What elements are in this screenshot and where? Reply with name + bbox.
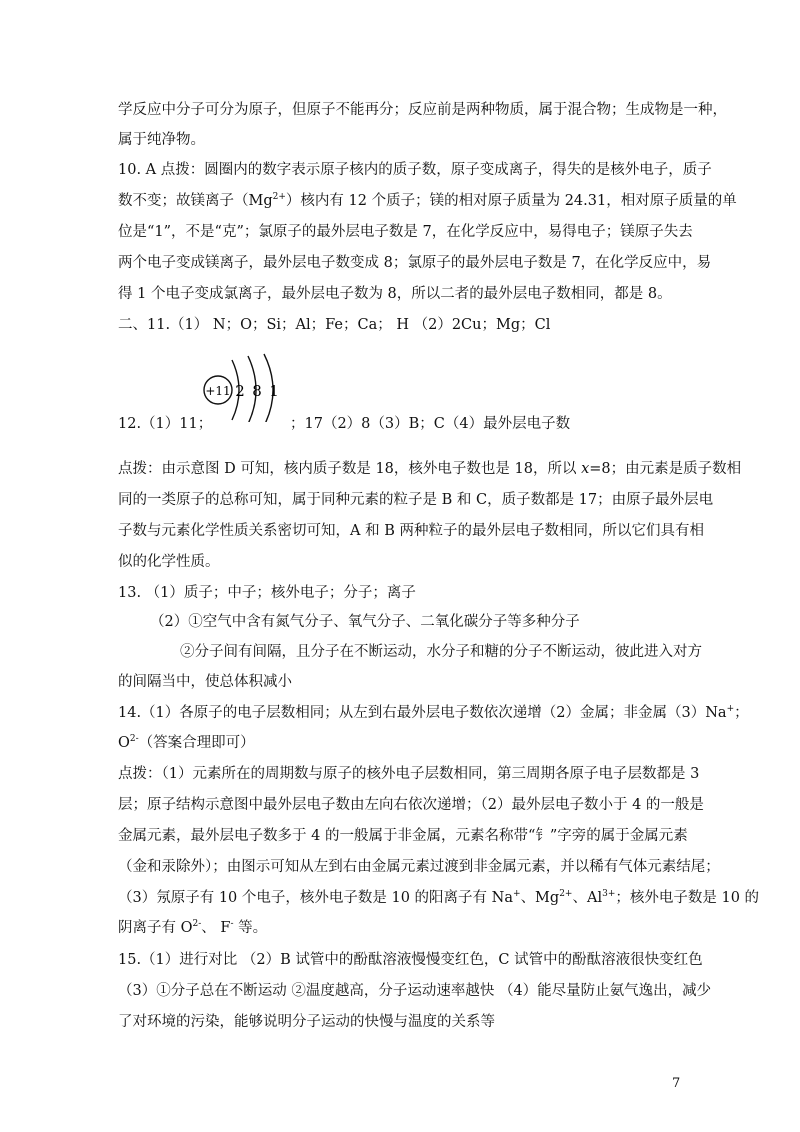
text-line: 10. A 点拨：圆圈内的数字表示原子核内的质子数，原子变成离子，得失的是核外电子，质子 [118, 162, 712, 178]
text-line: ②分子间有间隔，且分子在不断运动，水分子和糖的分子不断运动，彼此进入对方 [180, 644, 702, 660]
text-line: 两个电子变成镁离子，最外层电子数变成 8；氯原子的最外层电子数是 7，在化学反应中，易 [118, 255, 712, 271]
text-line: 子数与元素化学性质关系密切可知，A 和 B 两种粒子的最外层电子数相同，所以它们具有相 [118, 523, 704, 539]
text-line: 位是“1”，不是“克”；氯原子的最外层电子数是 7，在化学反应中，易得电子；镁原子失去 [118, 224, 693, 240]
shell-electron-count: 1 [269, 382, 279, 400]
text-line: 数不变；故镁离子$(Mg^{2+})$核内有 12 个质子；镁的相对原子质量为 24.31，相对原子质量的单 [118, 192, 737, 209]
text-line: 金属元素，最外层电子数多于 4 的一般属于非金属，元素名称带“钅”字旁的属于金属元素 [118, 828, 688, 844]
text-line: 的间隔当中，使总体积减小 [118, 674, 292, 690]
question-11-answer: 二、11.（1） N；O；Si；Al；Fe；Ca； H （2）2Cu；Mg；Cl [118, 317, 551, 333]
text-line: 学反应中分子可分为原子，但原子不能再分；反应前是两种物质，属于混合物；生成物是一种， [118, 102, 727, 118]
text-line: 层；原子结构示意图中最外层电子数由左向右依次递增；（2）最外层电子数小于 4 的一般是 [118, 797, 704, 813]
question-12-answer-rest: ；17（2）8（3）B；C（4）最外层电子数 [290, 416, 571, 432]
sodium-atom-structure-diagram [196, 352, 306, 422]
text-line: （3）氖原子有 10 个电子，核外电子数是 10 的阳离子有 Na+、$Mg^{2+}$、$Al^{3+}$；核外电子数是 10 的 [118, 889, 760, 906]
text-line: 阴离子有 $O^{2-}$、 F- 等。 [118, 919, 268, 936]
text-line: 了对环境的污染，能够说明分子运动的快慢与温度的关系等 [118, 1014, 495, 1030]
text-line: 点拨：由示意图 D 可知，核内质子数是 18，核外电子数也是 18，所以 x=8；由元素是质子数相 [118, 461, 742, 477]
question-14-answer: 14.（1）各原子的电子层数相同；从左到右最外层电子数依次递增（2）金属；非金属（3）Na+； [118, 704, 749, 721]
text-line: 点拨：（1）元素所在的周期数与原子的核外电子层数相同，第三周期各原子电子层数都是 3 [118, 766, 700, 782]
question-12-answer-start: 12.（1）11； [118, 416, 213, 432]
shell-electron-count: 8 [252, 382, 262, 400]
shell-electron-count: 2 [235, 382, 245, 400]
nucleus-charge: +11 [205, 384, 231, 398]
text-line: 属于纯净物。 [118, 132, 205, 148]
text-line: （金和汞除外）；由图示可知从左到右由金属元素过渡到非金属元素，并以稀有气体元素结尾； [118, 859, 720, 875]
question-15-answer: 15.（1）进行对比 （2）B 试管中的酚酞溶液慢慢变红色，C 试管中的酚酞溶液很快变红色 [118, 952, 703, 968]
page-number: 7 [672, 1076, 681, 1091]
text-line: $O^{2-}$（答案合理即可） [118, 734, 255, 751]
text-line: （2）①空气中含有氮气分子、氧气分子、二氧化碳分子等多种分子 [150, 614, 580, 630]
text-line: 似的化学性质。 [118, 554, 220, 570]
question-13-answer: 13. （1）质子；中子；核外电子；分子；离子 [118, 585, 416, 601]
text-line: 同的一类原子的总称可知，属于同种元素的粒子是 B 和 C，质子数都是 17；由原子最外层电 [118, 492, 714, 508]
text-line: （3）①分子总在不断运动 ②温度越高，分子运动速率越快 （4）能尽量防止氨气逸出，减少 [118, 983, 712, 999]
text-line: 得 1 个电子变成氯离子，最外层电子数为 8，所以二者的最外层电子数相同，都是 8。 [118, 286, 672, 302]
